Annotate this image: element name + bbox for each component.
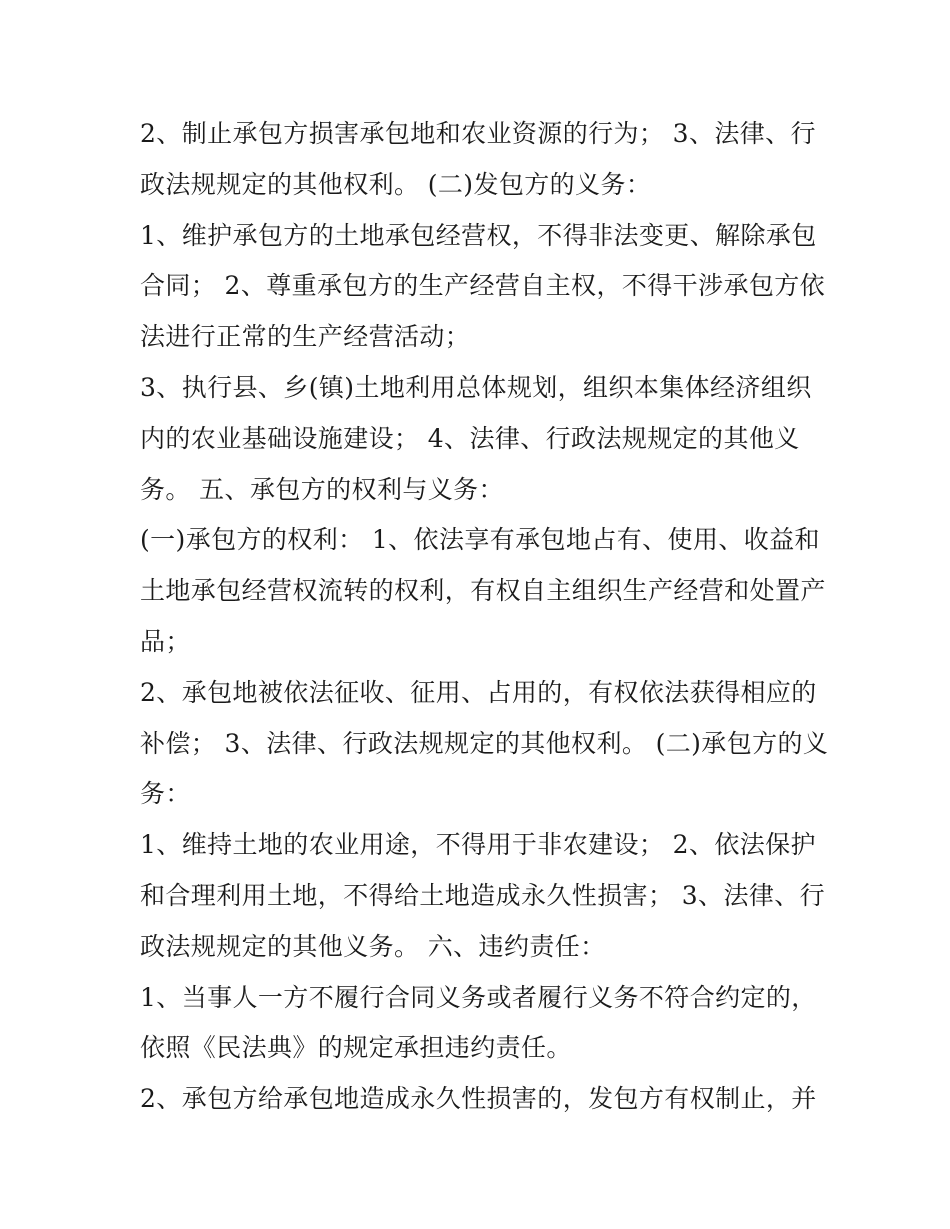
text-line: 依照《民法典》的规定承担违约责任。 bbox=[140, 1033, 572, 1063]
text-line: 内的农业基础设施建设； 4、法律、行政法规规定的其他义 bbox=[140, 423, 800, 453]
text-line: 3、执行县、乡(镇)土地利用总体规划，组织本集体经济组织 bbox=[140, 372, 812, 402]
document-body bbox=[140, 109, 829, 1125]
text-line: 和合理利用土地，不得给土地造成永久性损害； 3、法律、行 bbox=[140, 880, 826, 910]
text-line: 务。 五、承包方的权利与义务： bbox=[140, 474, 504, 504]
text-line: 土地承包经营权流转的权利，有权自主组织生产经营和处置产 bbox=[140, 576, 826, 606]
text-line: 1、当事人一方不履行合同义务或者履行义务不符合约定的， bbox=[140, 982, 817, 1012]
text-line: 补偿； 3、法律、行政法规规定的其他权利。 (二)承包方的义 bbox=[140, 728, 829, 758]
text-line: 2、承包方给承包地造成永久性损害的，发包方有权制止，并 bbox=[140, 1084, 817, 1114]
text-line: 合同； 2、尊重承包方的生产经营自主权，不得干涉承包方依 bbox=[140, 271, 826, 301]
text-line: 政法规规定的其他权利。 (二)发包方的义务： bbox=[140, 169, 652, 199]
text-line: 1、维持土地的农业用途，不得用于非农建设； 2、依法保护 bbox=[140, 830, 816, 860]
text-line: 法进行正常的生产经营活动； bbox=[140, 322, 471, 352]
text-line: 品； bbox=[140, 626, 191, 656]
text-line: 务： bbox=[140, 779, 191, 809]
text-line: 1、维护承包方的土地承包经营权，不得非法变更、解除承包 bbox=[140, 220, 817, 250]
text-line: 政法规规定的其他义务。 六、违约责任： bbox=[140, 931, 606, 961]
text-line: 2、制止承包方损害承包地和农业资源的行为； 3、法律、行 bbox=[140, 119, 816, 148]
text-line: 2、承包地被依法征收、征用、占用的，有权依法获得相应的 bbox=[140, 677, 817, 707]
text-line: (一)承包方的权利： 1、依法享有承包地占有、使用、收益和 bbox=[140, 525, 820, 555]
